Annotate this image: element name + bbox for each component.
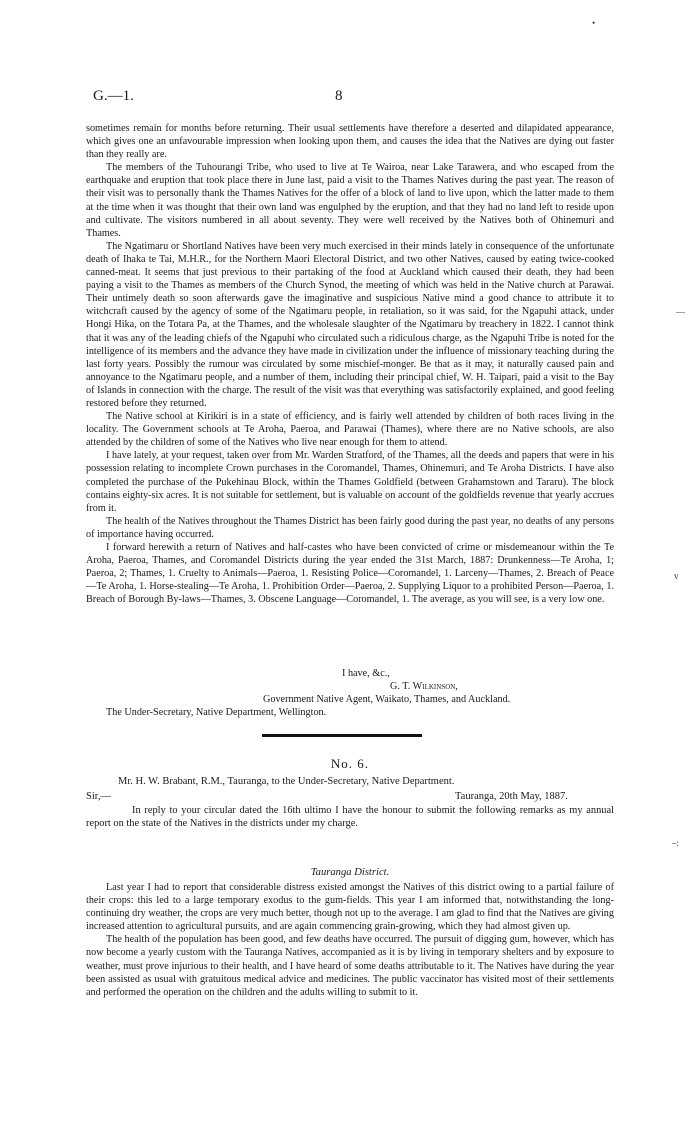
district-body	[86, 881, 614, 999]
section-divider	[262, 734, 422, 737]
margin-mark: –:	[672, 838, 680, 848]
paragraph: The health of the Natives throughout the Thames District has been fairly good during the past year, no deaths of any persons of importance having occurred.	[86, 515, 614, 540]
salutation: Sir,—	[86, 791, 111, 802]
paragraph: I have lately, at your request, taken over from Mr. Warden Stratford, of the Thames, all the deeds and papers that were in his possession relating to incomplete Crown purchases in the Coromandel, Thames, Ohinemuri, and Te Aroha Districts. I have also completed the purchase of the Pukehinau Block, within the Thames Goldfield (between Grahamstown and Tararu). The block contains eighty-six acres. It is not suitable for settlement, but is valuable on account of the goldfields revenue that yearly accrues from it.	[86, 450, 614, 514]
page-number: 8	[335, 88, 343, 104]
signatory-title: Government Native Agent, Waikato, Thames, and Auckland.	[263, 694, 511, 705]
addressee: The Under-Secretary, Native Department, Wellington.	[106, 707, 327, 718]
paragraph: The Native school at Kirikiri is in a state of efficiency, and is fairly well attended by children of both races living in the locality. The Government schools at Te Aroha, Paeroa, and Parawai (Thames), where there are no Native schools, are also attended by the children of some of the Natives who live near enough for them to attend.	[86, 411, 614, 449]
document-number: No. 6.	[330, 756, 370, 771]
closing: I have, &c.,	[342, 668, 390, 679]
paragraph: Last year I had to report that considerable distress existed amongst the Natives of this district owing to a partial failure of their crops: this led to a large temporary exodus to the gum-fields. This year I am informed that, notwithstanding the long-continuing dry weather, the crops are very much better, though not up to the average. I am glad to find that the Natives are giving increased attention to agricultural pursuits, and are again commencing grain-growing, which they had almost given up.	[86, 882, 614, 933]
margin-mark: v	[674, 571, 679, 581]
place-date: Tauranga, 20th May, 1887.	[455, 791, 568, 802]
paragraph: I forward herewith a return of Natives and half-castes who have been convicted of crime or misdemeanour within the Te Aroha, Paeroa, Thames, and Coromandel Districts during the year ended the 31st March, 1887: Drunkenness—Te Aroha, 1; Paeroa, 2; Thames, 1. Cruelty to Animals—Paeroa, 1. Resisting Police—Coromandel, 1. Larceny—Thames, 2. Breach of Peace—Te Aroha, 1. Horse-stealing—Te Aroha, 1. Prohibition Order—Paeroa, 2. Supplying Liquor to a prohibited Person—Paeroa, 1. Breach of Borough By-laws—Thames, 3. Obscene Language—Coromandel, 1. The average, as you will see, is a very low one.	[86, 542, 614, 606]
report-body	[86, 122, 614, 606]
margin-mark: •	[592, 18, 596, 28]
paragraph: The health of the population has been good, and few deaths have occurred. The pursuit of digging gum, however, which has now become a yearly custom with the Tauranga Natives, accompanied as it is by living in temporary shelters and by exposure to weather, must prove injurious to their health, and I have heard of some deaths attributable to it. The Natives have during the year been assisted as usual with gratuitous medical advice and medicines. The public vaccinator has visited most of their settlements and performed the operation on the children and the adults willing to submit to it.	[86, 934, 614, 998]
paragraph: The Ngatimaru or Shortland Natives have been very much exercised in their minds lately in consequence of the unfortunate death of Ihaka te Tai, M.H.R., for the Northern Maori Electoral District, and two other Natives, caused by eating twice-cooked canned-meat. It seems that just previous to their partaking of the food at Auckland which caused their death, they had been paying a visit to the Thames as members of the Church Synod, the meeting of which was held in the Native church at Parawai. Their untimely death so soon afterwards gave the imaginative and suspicious Native mind a good chance to attribute it to witchcraft caused by the agency of some of the Ngatimaru people, in retaliation, so it was said, for the Ngapuhi attack, under Hongi Hika, on the Totara Pa, at the Thames, and the wholesale slaughter of the Ngatimaru by treachery in 1822. I cannot think that it was any of the leading chiefs of the Ngapuhi who circulated such a ridiculous charge, as the Ngapuhi Tribe is noted for the intelligence of its members and the advance they have made in civilization under the influence of missionary teaching during the last forty years. Possibly the rumour was circulated by some mischief-monger. Be that as it may, it naturally caused pain and annoyance to the Ngatimaru people, and a number of them, including their principal chief, W. H. Taipari, paid a visit to the Bay of Islands in connection with the charge. The result of the visit was that everything was satisfactorily explained, and good feeling restored before they returned.	[86, 240, 614, 409]
intro-paragraph	[86, 804, 614, 830]
margin-mark: —	[676, 307, 685, 317]
from-line: Mr. H. W. Brabant, R.M., Tauranga, to the Under-Secretary, Native Department.	[118, 776, 455, 787]
signatory: G. T. Wilkinson,	[390, 681, 458, 692]
paragraph: The members of the Tuhourangi Tribe, who used to live at Te Wairoa, near Lake Tarawera, and who escaped from the earthquake and eruption that took place there in June last, paid a visit to the Thames Natives during the past year. The reason of their visit was to personally thank the Thames Natives for the offer of a block of land to live upon, which the latter made to them at the time when it was thought that their own land was engulphed by the eruption, and that they had no land left to reside upon and cultivate. The visitors numbered in all about seventy. They were well received by the Natives both of Ohinemuri and Thames.	[86, 162, 614, 239]
paragraph: sometimes remain for months before returning. Their usual settlements have therefore a deserted and dilapidated appearance, which gives one an unfavourable impression when looking upon them, and causes the idea that the Natives are dying out faster than they really are.	[86, 123, 614, 161]
district-heading: Tauranga District.	[310, 867, 390, 878]
document-reference: G.—1.	[93, 88, 134, 104]
paragraph: In reply to your circular dated the 16th ultimo I have the honour to submit the following remarks as my annual report on the state of the Natives in the districts under my charge.	[86, 805, 614, 830]
